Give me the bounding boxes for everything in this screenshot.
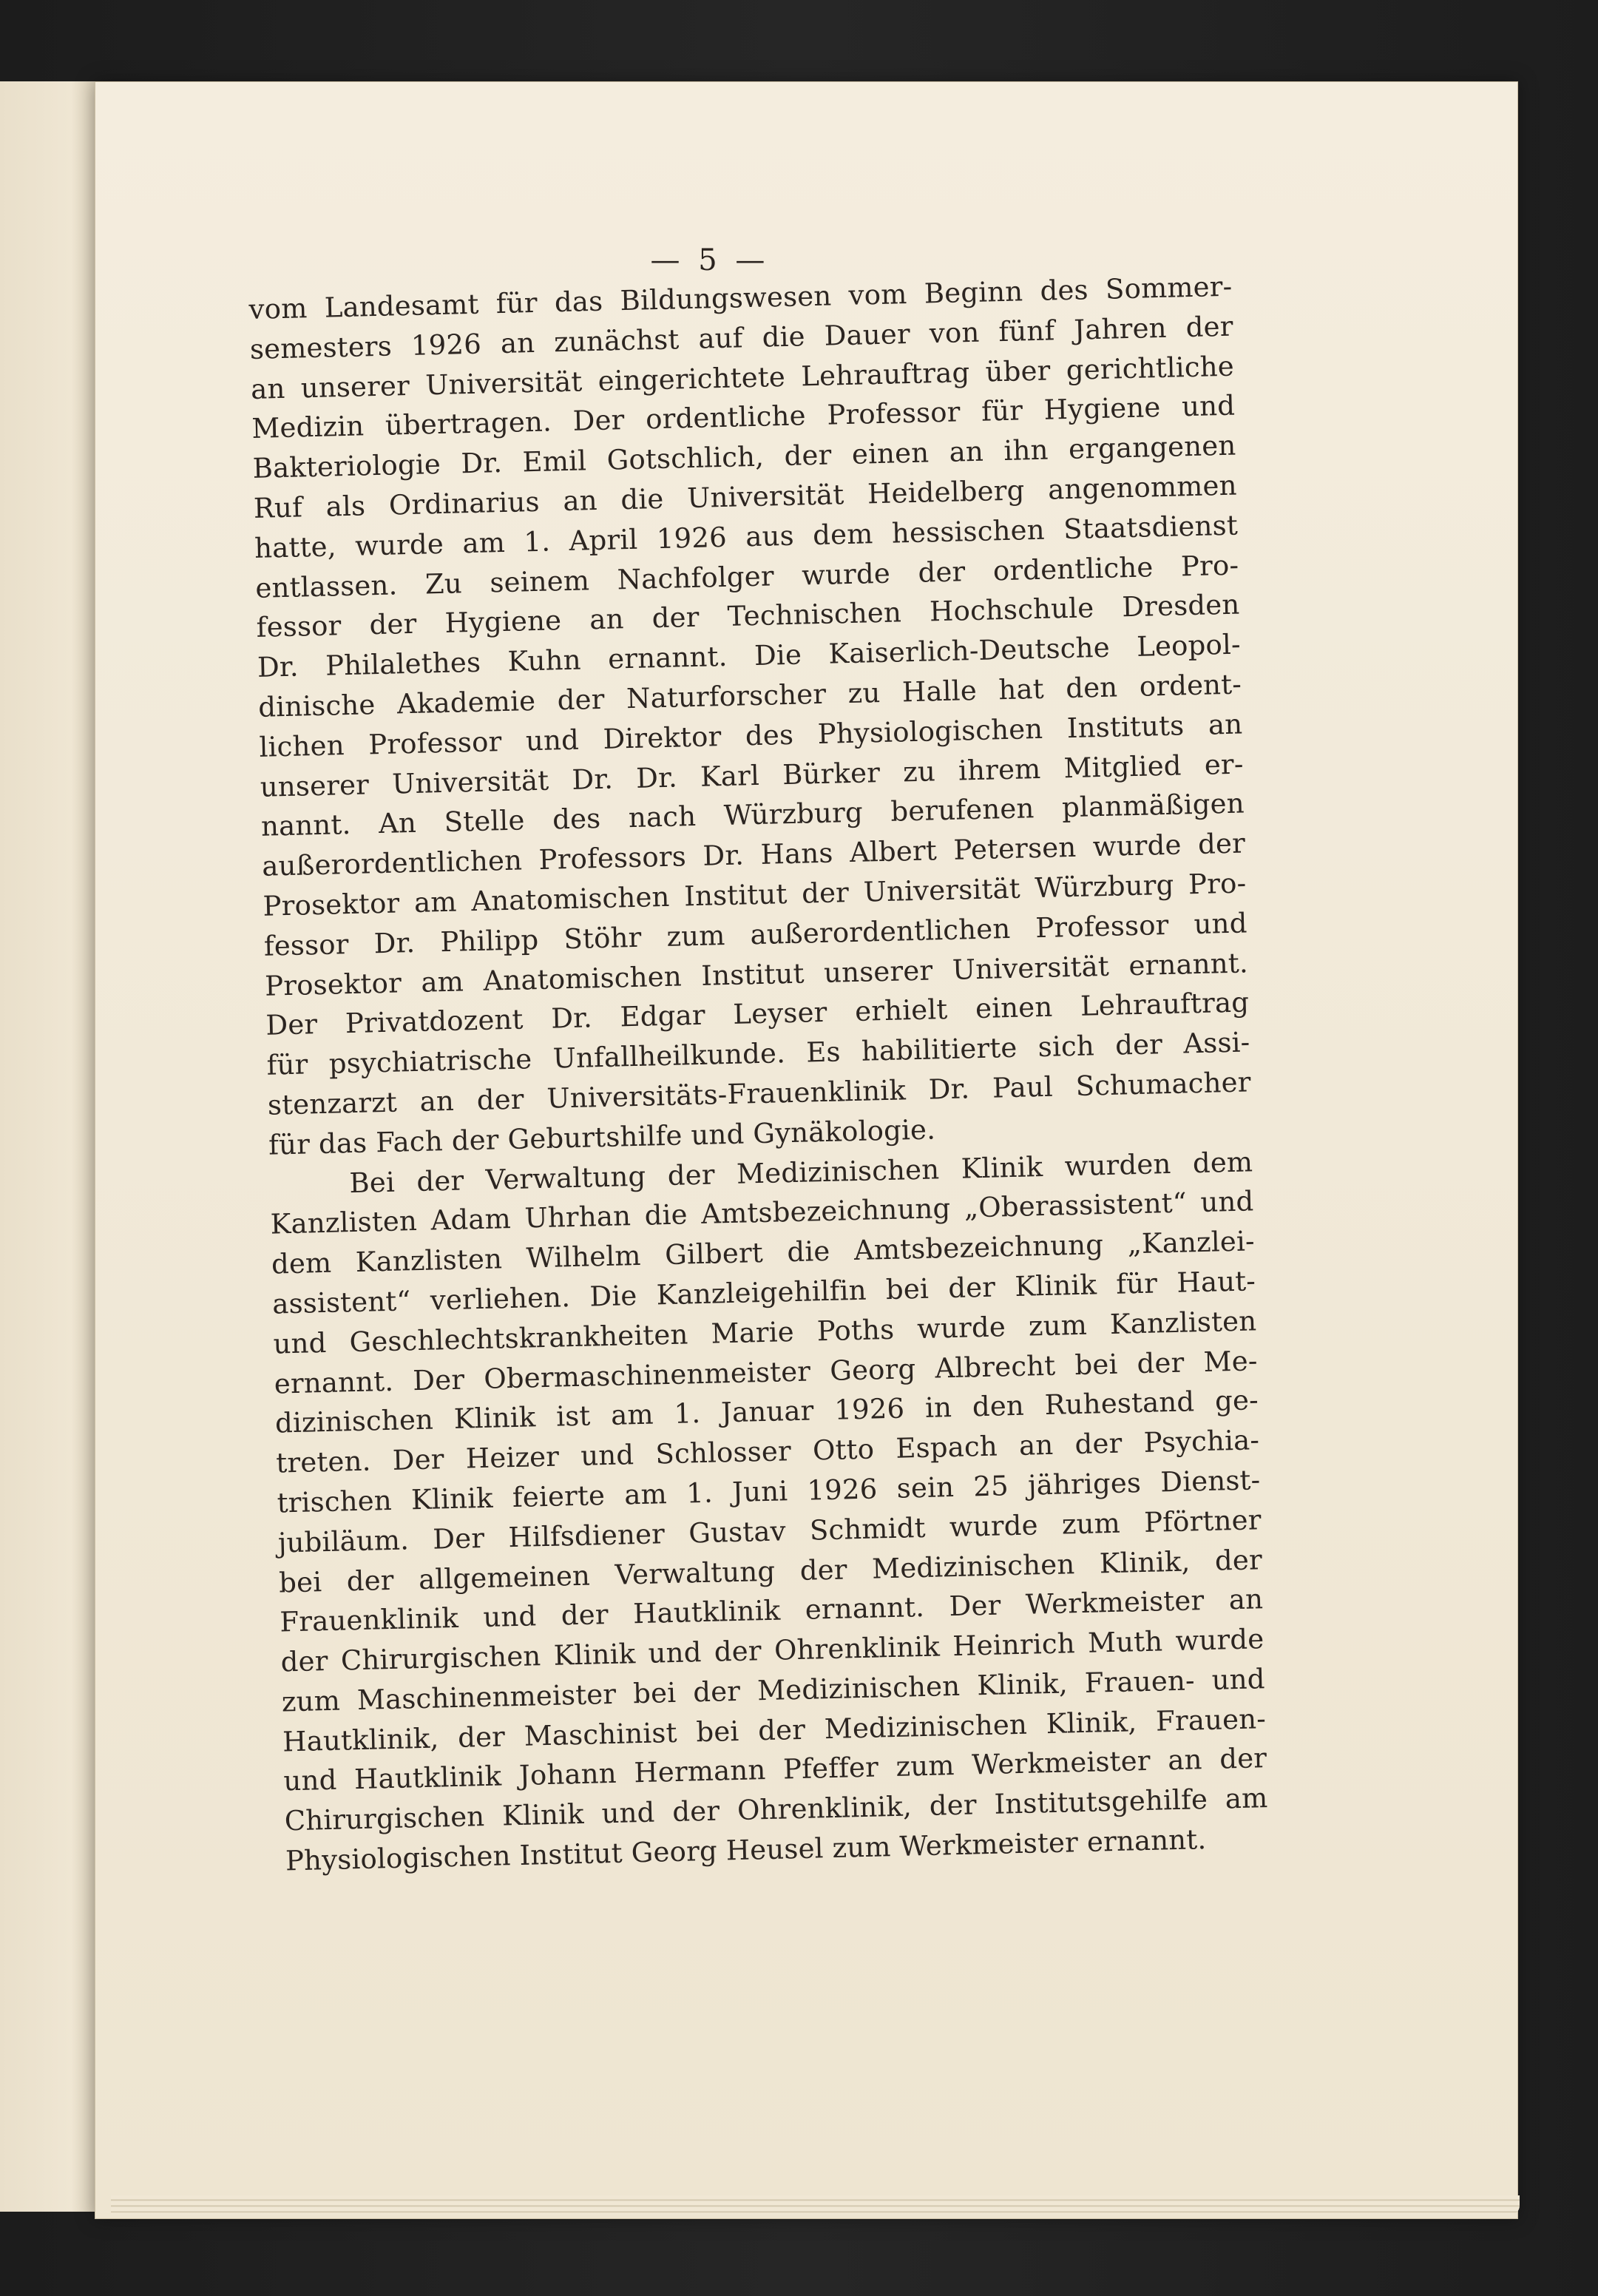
text-line: Kanzlisten Adam Uhrhan die Amtsbezeichnung „Oberassistent“ und bbox=[270, 1185, 1254, 1240]
text-line: der Chirurgischen Klinik und der Ohrenklinik Heinrich Muth wurde bbox=[280, 1623, 1264, 1678]
text-line: Dr. Philalethes Kuhn ernannt. Die Kaiserlich-Deutsche Leopol- bbox=[257, 628, 1242, 684]
text-line: Frauenklinik und der Hautklinik ernannt. Der Werkmeister an bbox=[279, 1583, 1264, 1638]
text-line: dem Kanzlisten Wilhelm Gilbert die Amtsbezeichnung „Kanzlei- bbox=[271, 1225, 1256, 1280]
text-line: außerordentlichen Professors Dr. Hans Albert Petersen wurde der bbox=[261, 827, 1246, 882]
text-line: Ruf als Ordinarius an die Universität Heidelberg angenommen bbox=[253, 469, 1238, 524]
text-line: Bei der Verwaltung der Medizinischen Klinik wurden dem bbox=[348, 1145, 1253, 1199]
text-line: und Geschlechtskrankheiten Marie Poths wurde zum Kanzlisten bbox=[273, 1304, 1257, 1360]
text-line: nannt. An Stelle des nach Würzburg berufenen planmäßigen bbox=[260, 787, 1245, 843]
text-line: semesters 1926 an zunächst auf die Dauer von fünf Jahren der bbox=[249, 310, 1234, 365]
text-line: Physiologischen Institut Georg Heusel zum Werkmeister ernannt. bbox=[285, 1823, 1207, 1877]
text-line: dinische Akademie der Naturforscher zu Halle hat den ordent- bbox=[257, 668, 1242, 723]
body-text bbox=[248, 267, 1269, 1882]
text-line: fessor der Hygiene an der Technischen Hochschule Dresden bbox=[256, 588, 1240, 644]
text-line: zum Maschinenmeister bei der Medizinischen Klinik, Frauen- und bbox=[281, 1663, 1266, 1718]
text-line: ernannt. Der Obermaschinenmeister Georg Albrecht bei der Me- bbox=[274, 1344, 1258, 1400]
text-line: Der Privatdozent Dr. Edgar Leyser erhielt einen Lehrauftrag bbox=[265, 986, 1250, 1042]
text-line: entlassen. Zu seinem Nachfolger wurde der ordentliche Pro- bbox=[254, 549, 1239, 604]
text-line: jubiläum. Der Hilfsdiener Gustav Schmidt wurde zum Pförtner bbox=[277, 1503, 1262, 1559]
text-line: fessor Dr. Philipp Stöhr zum außerordentlichen Professor und bbox=[263, 907, 1248, 962]
text-line: Chirurgischen Klinik und der Ohrenklinik, der Institutsgehilfe am bbox=[284, 1782, 1268, 1837]
text-line: stenzarzt an der Universitäts-Frauenklinik Dr. Paul Schumacher bbox=[267, 1066, 1252, 1121]
text-line: assistent“ verliehen. Die Kanzleigehilfin bei der Klinik für Haut- bbox=[271, 1265, 1256, 1320]
text-line: lichen Professor und Direktor des Physiologischen Instituts an bbox=[259, 708, 1243, 763]
bottom-page-edges bbox=[111, 2195, 1520, 2215]
text-line: an unserer Universität eingerichtete Lehrauftrag über gerichtliche bbox=[250, 350, 1235, 405]
text-line: bei der allgemeinen Verwaltung der Medizinischen Klinik, der bbox=[278, 1543, 1263, 1599]
text-line: treten. Der Heizer und Schlosser Otto Espach an der Psychia- bbox=[275, 1424, 1260, 1479]
text-line: Hautklinik, der Maschinist bei der Medizinischen Klinik, Frauen- bbox=[282, 1702, 1267, 1758]
page-number: — 5 — bbox=[650, 243, 770, 277]
text-line: und Hautklinik Johann Hermann Pfeffer zum Werkmeister an der bbox=[283, 1742, 1267, 1797]
text-line: vom Landesamt für das Bildungswesen vom Beginn des Sommer- bbox=[248, 270, 1233, 325]
text-line: dizinischen Klinik ist am 1. Januar 1926 in den Ruhestand ge- bbox=[274, 1384, 1259, 1439]
text-line: hatte, wurde am 1. April 1926 aus dem hessischen Staatsdienst bbox=[254, 509, 1239, 564]
text-line: Medizin übertragen. Der ordentliche Professor für Hygiene und bbox=[251, 390, 1236, 445]
text-line: Bakteriologie Dr. Emil Gotschlich, der einen an ihn ergangenen bbox=[252, 429, 1236, 485]
text-line: unserer Universität Dr. Dr. Karl Bürker zu ihrem Mitglied er- bbox=[260, 748, 1244, 803]
text-line: Prosektor am Anatomischen Institut der Universität Würzburg Pro- bbox=[263, 867, 1247, 922]
text-line: für das Fach der Geburtshilfe und Gynäkologie. bbox=[268, 1113, 936, 1161]
text-line: Prosektor am Anatomischen Institut unserer Universität ernannt. bbox=[264, 946, 1249, 1002]
paragraph-1 bbox=[248, 267, 1253, 1166]
text-line: für psychiatrische Unfallheilkunde. Es habilitierte sich der Assi- bbox=[266, 1026, 1250, 1081]
paragraph-2 bbox=[269, 1142, 1269, 1881]
text-line: trischen Klinik feierte am 1. Juni 1926 sein 25 jähriges Dienst- bbox=[277, 1464, 1261, 1519]
